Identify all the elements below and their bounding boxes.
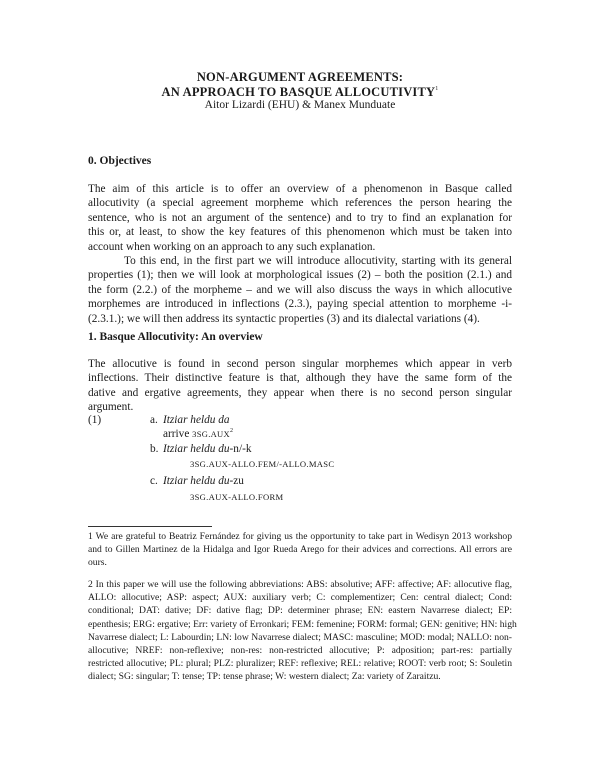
p3-line: argument. (88, 401, 134, 414)
example-c-text (163, 475, 244, 487)
authors: Aitor Lizardi (EHU) & Manex Munduate (204, 99, 396, 111)
example-a-gloss-word: arrive (163, 428, 190, 440)
fn2-line: allocutive; NREF: non-reflexive; non-res: non-restricted allocutive; P: adposition; part-res: partially (88, 645, 512, 657)
fn2-line: 2 In this paper we will use the following abbreviations: ABS: absolutive; AFF: affective; AF: allocutive flag, (88, 579, 512, 590)
p3-line: The allocutive is found in second person singular morphemes which appear in verb (88, 358, 512, 370)
example-c-gloss: 3SG.AUX-ALLO.FORM (190, 492, 284, 502)
footnote-separator (88, 526, 212, 527)
p2-line: To this end, in the first part we will introduce allocutivity, starting with its general (124, 255, 512, 267)
fn2-line: Navarrese dialect; L: Labourdin; LN: low Navarrese dialect; MASC: masculine; MOD: modal; NALLO: non- (88, 631, 512, 643)
p1-line: The aim of this article is to offer an overview of a phenomenon in Basque called (88, 183, 512, 195)
fn1-line: 1 We are grateful to Beatriz Fernández for giving us the opportunity to take part in Wedisyn 2013 workshop (88, 531, 512, 542)
fn1-line: ours. (88, 557, 107, 569)
p2-line: properties (1); then we will look at morphological issues (2) – both the position (2.1.) and (88, 269, 512, 282)
example-c-suffix: -zu (229, 475, 244, 487)
footnote-2 (88, 578, 517, 684)
example-b-gloss: 3SG.AUX-ALLO.FEM/-ALLO.MASC (190, 459, 335, 469)
example-c-italic: Itziar heldu du (163, 475, 230, 487)
p3-line: dative and ergative agreements, they appear when there is no second person singular (88, 386, 512, 399)
footnote-1 (88, 530, 512, 570)
section-heading-objectives: 0. Objectives (88, 155, 152, 167)
example-a-text (163, 414, 230, 426)
p2-line: the form (2.2.) of the morpheme – and we will also discuss the ways in which allocutive (88, 283, 512, 296)
title-footnote-mark[interactable]: 1 (435, 86, 439, 92)
example-b-label: b. (150, 443, 159, 455)
footnote-2-mark[interactable]: 2 (229, 428, 233, 435)
example-b-text (163, 443, 252, 455)
fn2-line: dialect; SG: singular; T: tense; TP: tense phrase; W: western dialect; Za: variety of Zaraitzu. (88, 671, 441, 683)
fn2-line: restricted allocutive; PL: plural; PLZ: pluralizer; REF: reflexive; REL: relative; ROOT: verb root; S: Souletin (88, 658, 512, 670)
p2-line: morphemes are introduced in inflections (2.3.), paying special attention to morpheme -i- (88, 298, 512, 311)
example-b-suffix: -n/-k (229, 443, 252, 455)
paragraph-objectives-1 (88, 182, 512, 254)
example-b-italic: Itziar heldu du (163, 443, 230, 455)
example-a-label: a. (150, 414, 158, 426)
example-number: (1) (88, 414, 102, 426)
fn2-line: ALLO: allocutive; ASP: aspect; AUX: auxiliary verb; C: complementizer; Cen: central dialect; Cond: (88, 592, 512, 604)
fn2-line: epenthesis; ERG: ergative; Err: variety of Erronkari; FEM: femenine; FORM: formal; GEN: genitive; HN: high (88, 618, 517, 630)
p1-line: account when working on an approach to any such explanation. (88, 240, 376, 253)
fn2-line: conditional; DAT: dative; DF: dative flag; DP: determiner phrase; EN: eastern Navarrese dialect; EP: (88, 605, 512, 617)
paragraph-overview-1 (88, 357, 512, 415)
example-a-gloss-abbr: 3SG.AUX (192, 429, 230, 439)
paper-title-line2 (0, 85, 600, 100)
p1-line: sentence, who is not an argument of the sentence) and to try to find an explanation for (88, 211, 512, 224)
paper-title-line1: NON-ARGUMENT AGREEMENTS: (196, 70, 404, 84)
example-a-italic: Itziar heldu da (163, 414, 230, 426)
p3-line: inflections. Their distinctive feature is that, although they have the same form of the (88, 372, 512, 385)
p1-line: allocutivity (a special agreement morpheme which references the person hearing the (88, 197, 512, 210)
p2-line: (2.3.1.); we will then address its syntactic properties (3) and its dialectal variations (4). (88, 312, 480, 325)
p1-line: this or, at least, to show the key features of this phenomenon which must be taken into (88, 226, 512, 239)
example-a-gloss (163, 428, 233, 440)
fn1-line: and to Gillen Martinez de la Hidalga and Igor Rueda Arego for their advices and corrections. All errors are (88, 544, 512, 556)
paper-title-line2-text: AN APPROACH TO BASQUE ALLOCUTIVITY (161, 85, 436, 99)
paragraph-objectives-2 (88, 254, 512, 326)
example-c-label: c. (150, 475, 158, 487)
section-heading-overview: 1. Basque Allocutivity: An overview (88, 331, 263, 343)
